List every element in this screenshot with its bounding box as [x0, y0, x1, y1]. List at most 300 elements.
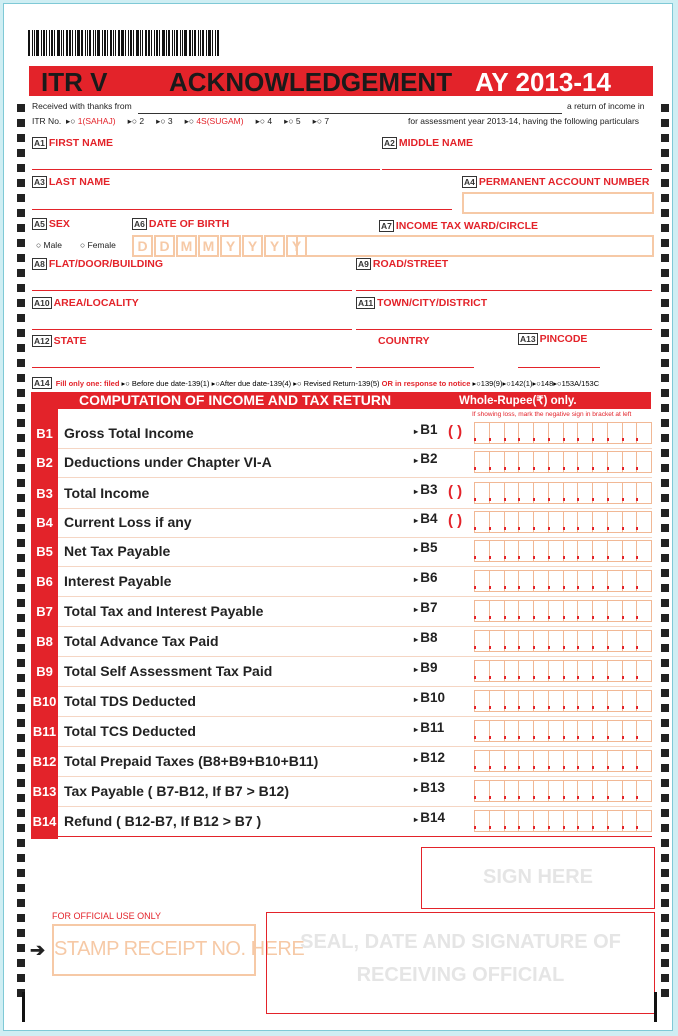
amount-digit-cell[interactable] [623, 483, 638, 503]
last-name-field[interactable] [32, 199, 452, 210]
timing-mark [17, 419, 25, 427]
amount-digit-cell[interactable] [637, 541, 651, 561]
computation-unit: Whole-Rupee(₹) only. [459, 395, 577, 407]
amount-digit-cell[interactable] [475, 631, 490, 651]
notice-option[interactable]: ▸○148 [532, 379, 554, 388]
received-text: Received with thanks from [32, 101, 132, 111]
amount-digit-cell[interactable] [475, 721, 490, 741]
amount-digit-cell[interactable] [505, 483, 520, 503]
timing-mark [17, 809, 25, 817]
amount-digit-cell[interactable] [475, 601, 490, 621]
timing-mark [661, 134, 669, 142]
amount-digit-cell[interactable] [505, 423, 520, 443]
amount-digit-cell[interactable] [608, 601, 623, 621]
amount-digit-cell[interactable] [593, 751, 608, 771]
amount-digit-cell[interactable] [475, 781, 490, 801]
amount-digit-cell[interactable] [623, 661, 638, 681]
timing-mark [17, 509, 25, 517]
amount-digit-cell[interactable] [519, 571, 534, 591]
amount-digit-cell[interactable] [564, 512, 579, 532]
amount-digit-cell[interactable] [549, 483, 564, 503]
amount-digit-cell[interactable] [505, 631, 520, 651]
label-pan: A4 PERMANENT ACCOUNT NUMBER [464, 176, 650, 188]
dob-digit-box[interactable]: M [176, 235, 197, 257]
amount-digit-cell[interactable] [608, 661, 623, 681]
barcode-bar [36, 30, 39, 56]
itr-option[interactable]: ▸○ 4 [255, 116, 273, 126]
amount-digit-cell[interactable] [490, 781, 505, 801]
row-code: B4 [36, 515, 53, 530]
timing-mark [661, 869, 669, 877]
amount-digit-cell[interactable] [623, 631, 638, 651]
after-due-option[interactable]: ▸○After due date-139(4) [211, 379, 292, 388]
timing-mark [17, 749, 25, 757]
amount-field[interactable] [474, 750, 652, 772]
barcode-bar [194, 30, 196, 56]
amount-digit-cell[interactable] [564, 661, 579, 681]
amount-digit-cell[interactable] [534, 571, 549, 591]
amount-digit-cell[interactable] [608, 811, 623, 831]
amount-digit-cell[interactable] [564, 631, 579, 651]
amount-digit-cell[interactable] [490, 721, 505, 741]
amount-digit-cell[interactable] [637, 751, 651, 771]
amount-digit-cell[interactable] [593, 721, 608, 741]
amount-digit-cell[interactable] [490, 483, 505, 503]
amount-digit-cell[interactable] [475, 691, 490, 711]
amount-digit-cell[interactable] [564, 601, 579, 621]
amount-field[interactable] [474, 422, 652, 444]
amount-digit-cell[interactable] [564, 541, 579, 561]
timing-mark [661, 764, 669, 772]
amount-digit-cell[interactable] [637, 661, 651, 681]
timing-mark [661, 329, 669, 337]
amount-digit-cell[interactable] [534, 811, 549, 831]
amount-digit-cell[interactable] [519, 541, 534, 561]
amount-digit-cell[interactable] [490, 571, 505, 591]
timing-mark [661, 299, 669, 307]
form-name: ITR V [41, 67, 108, 97]
amount-digit-cell[interactable] [519, 631, 534, 651]
amount-digit-cell[interactable] [534, 452, 549, 472]
loss-note: If showing loss, mark the negative sign in bracket at left [472, 411, 632, 418]
amount-digit-cell[interactable] [578, 483, 593, 503]
amount-digit-cell[interactable] [534, 541, 549, 561]
row-code: B5 [36, 544, 53, 559]
amount-digit-cell[interactable] [623, 721, 638, 741]
dob-digit-box[interactable]: D [132, 235, 153, 257]
amount-digit-cell[interactable] [578, 631, 593, 651]
amount-digit-cell[interactable] [608, 691, 623, 711]
amount-digit-cell[interactable] [534, 751, 549, 771]
timing-mark [17, 614, 25, 622]
amount-digit-cell[interactable] [623, 541, 638, 561]
amount-digit-cell[interactable] [519, 483, 534, 503]
amount-digit-cell[interactable] [475, 751, 490, 771]
amount-digit-cell[interactable] [623, 423, 638, 443]
amount-digit-cell[interactable] [549, 423, 564, 443]
amount-digit-cell[interactable] [505, 691, 520, 711]
amount-digit-cell[interactable] [608, 781, 623, 801]
timing-mark [17, 929, 25, 937]
amount-digit-cell[interactable] [608, 512, 623, 532]
row-ref [414, 570, 438, 585]
amount-digit-cell[interactable] [623, 751, 638, 771]
amount-digit-cell[interactable] [593, 601, 608, 621]
middle-name-field[interactable] [382, 159, 652, 170]
amount-digit-cell[interactable] [490, 691, 505, 711]
barcode-bar [121, 30, 124, 56]
dob-digit-box[interactable]: Y [220, 235, 241, 257]
timing-mark [661, 404, 669, 412]
amount-digit-cell[interactable] [534, 661, 549, 681]
amount-digit-cell[interactable] [593, 541, 608, 561]
amount-digit-cell[interactable] [519, 751, 534, 771]
amount-digit-cell[interactable] [623, 691, 638, 711]
amount-digit-cell[interactable] [637, 781, 651, 801]
sign-box[interactable] [421, 847, 655, 909]
amount-digit-cell[interactable] [564, 721, 579, 741]
amount-digit-cell[interactable] [475, 483, 490, 503]
negative-sign-bracket[interactable]: ( ) [448, 483, 463, 500]
amount-digit-cell[interactable] [578, 452, 593, 472]
amount-digit-cell[interactable] [564, 423, 579, 443]
timing-mark [17, 689, 25, 697]
sex-female-option[interactable]: ○ Female [80, 240, 116, 250]
country-field[interactable] [356, 357, 474, 368]
amount-field[interactable] [474, 690, 652, 712]
negative-sign-bracket[interactable]: ( ) [448, 512, 463, 529]
timing-mark [17, 374, 25, 382]
amount-digit-cell[interactable] [490, 541, 505, 561]
amount-digit-cell[interactable] [637, 571, 651, 591]
amount-digit-cell[interactable] [578, 781, 593, 801]
amount-digit-cell[interactable] [519, 721, 534, 741]
amount-digit-cell[interactable] [490, 423, 505, 443]
pincode-field[interactable] [518, 357, 600, 368]
amount-digit-cell[interactable] [578, 571, 593, 591]
amount-digit-cell[interactable] [637, 483, 651, 503]
row-ref-arrow-icon: ▸ [414, 456, 421, 465]
amount-field[interactable] [474, 451, 652, 473]
row-divider [58, 448, 652, 449]
amount-digit-cell[interactable] [490, 512, 505, 532]
amount-digit-cell[interactable] [564, 811, 579, 831]
itr-option[interactable]: ▸○ 2 [127, 116, 145, 126]
amount-field[interactable] [474, 810, 652, 832]
amount-digit-cell[interactable] [623, 811, 638, 831]
itr-option[interactable]: ▸○ 5 [284, 116, 301, 126]
amount-digit-cell[interactable] [593, 512, 608, 532]
amount-digit-cell[interactable] [578, 751, 593, 771]
amount-digit-cell[interactable] [564, 691, 579, 711]
amount-digit-cell[interactable] [519, 811, 534, 831]
amount-digit-cell[interactable] [505, 811, 520, 831]
road-field[interactable] [356, 280, 652, 291]
amount-digit-cell[interactable] [637, 452, 651, 472]
amount-digit-cell[interactable] [519, 781, 534, 801]
amount-digit-cell[interactable] [505, 452, 520, 472]
amount-digit-cell[interactable] [475, 661, 490, 681]
amount-digit-cell[interactable] [505, 781, 520, 801]
amount-digit-cell[interactable] [490, 661, 505, 681]
amount-digit-cell[interactable] [637, 691, 651, 711]
amount-digit-cell[interactable] [623, 781, 638, 801]
amount-digit-cell[interactable] [564, 781, 579, 801]
amount-digit-cell[interactable] [593, 571, 608, 591]
row-divider [58, 686, 652, 687]
sex-male-option[interactable]: ○ Male [36, 240, 62, 250]
amount-digit-cell[interactable] [608, 452, 623, 472]
row-ref [414, 451, 438, 466]
first-name-field[interactable] [32, 159, 380, 170]
amount-digit-cell[interactable] [593, 452, 608, 472]
amount-digit-cell[interactable] [475, 571, 490, 591]
computation-sidebar [31, 409, 58, 839]
timing-mark [17, 659, 25, 667]
amount-digit-cell[interactable] [549, 601, 564, 621]
amount-digit-cell[interactable] [564, 751, 579, 771]
amount-digit-cell[interactable] [637, 601, 651, 621]
row-divider [58, 776, 652, 777]
row-label: Interest Payable [64, 573, 172, 589]
amount-digit-cell[interactable] [534, 691, 549, 711]
amount-digit-cell[interactable] [490, 452, 505, 472]
timing-mark [17, 839, 25, 847]
amount-digit-cell[interactable] [549, 721, 564, 741]
row-ref-arrow-icon: ▸ [414, 545, 421, 554]
amount-digit-cell[interactable] [534, 721, 549, 741]
amount-digit-cell[interactable] [578, 721, 593, 741]
amount-digit-cell[interactable] [534, 601, 549, 621]
timing-mark [17, 914, 25, 922]
amount-digit-cell[interactable] [519, 512, 534, 532]
barcode-bar [102, 30, 103, 56]
timing-mark [661, 659, 669, 667]
amount-digit-cell[interactable] [549, 541, 564, 561]
amount-digit-cell[interactable] [608, 423, 623, 443]
amount-digit-cell[interactable] [623, 452, 638, 472]
amount-digit-cell[interactable] [637, 811, 651, 831]
timing-mark [661, 374, 669, 382]
dob-field[interactable] [132, 235, 308, 257]
barcode-bar [110, 30, 112, 56]
amount-field[interactable] [474, 630, 652, 652]
amount-digit-cell[interactable] [490, 631, 505, 651]
seal-box[interactable] [266, 912, 655, 1014]
timing-mark [661, 809, 669, 817]
row-ref [414, 600, 438, 615]
amount-digit-cell[interactable] [623, 512, 638, 532]
itr-option[interactable]: ▸○ 7 [312, 116, 330, 126]
amount-digit-cell[interactable] [475, 541, 490, 561]
amount-field[interactable] [474, 540, 652, 562]
amount-digit-cell[interactable] [549, 661, 564, 681]
area-field[interactable] [32, 319, 352, 330]
amount-digit-cell[interactable] [505, 571, 520, 591]
barcode-bar [217, 30, 219, 56]
timing-mark [661, 389, 669, 397]
amount-digit-cell[interactable] [564, 571, 579, 591]
amount-digit-cell[interactable] [593, 661, 608, 681]
amount-digit-cell[interactable] [549, 751, 564, 771]
dob-digit-box[interactable]: Y [242, 235, 263, 257]
timing-mark [17, 764, 25, 772]
amount-digit-cell[interactable] [637, 512, 651, 532]
amount-digit-cell[interactable] [608, 483, 623, 503]
ward-field[interactable] [296, 235, 654, 257]
amount-digit-cell[interactable] [505, 751, 520, 771]
row-ref-text: B12 [420, 750, 446, 765]
amount-digit-cell[interactable] [549, 781, 564, 801]
amount-digit-cell[interactable] [623, 601, 638, 621]
amount-digit-cell[interactable] [505, 512, 520, 532]
timing-mark [661, 644, 669, 652]
amount-digit-cell[interactable] [534, 631, 549, 651]
amount-digit-cell[interactable] [549, 631, 564, 651]
amount-field[interactable] [474, 780, 652, 802]
amount-digit-cell[interactable] [608, 541, 623, 561]
amount-field[interactable] [474, 660, 652, 682]
timing-mark [661, 479, 669, 487]
amount-digit-cell[interactable] [505, 661, 520, 681]
amount-digit-cell[interactable] [578, 811, 593, 831]
timing-mark [661, 959, 669, 967]
revised-option[interactable]: ▸○ Revised Return-139(5) [293, 379, 380, 388]
timing-mark [661, 494, 669, 502]
barcode-bar [104, 30, 106, 56]
amount-digit-cell[interactable] [534, 781, 549, 801]
timing-mark [17, 479, 25, 487]
dob-digit-box[interactable]: M [198, 235, 219, 257]
barcode-bar [172, 30, 173, 56]
row-label: Tax Payable ( B7-B12, If B7 > B12) [64, 783, 289, 799]
amount-digit-cell[interactable] [578, 512, 593, 532]
itr-option[interactable]: ▸○ 4S(SUGAM) [184, 116, 244, 126]
flat-field[interactable] [32, 280, 352, 291]
assessment-year: AY 2013-14 [475, 67, 611, 97]
row-label: Total TDS Deducted [64, 693, 196, 709]
dob-digit-box[interactable]: Y [264, 235, 285, 257]
amount-field[interactable] [474, 570, 652, 592]
timing-mark [17, 179, 25, 187]
timing-mark [661, 674, 669, 682]
amount-field[interactable] [474, 511, 652, 533]
negative-sign-bracket[interactable]: ( ) [448, 423, 463, 440]
state-field[interactable] [32, 357, 352, 368]
amount-digit-cell[interactable] [490, 751, 505, 771]
timing-mark [661, 359, 669, 367]
amount-digit-cell[interactable] [519, 661, 534, 681]
itr-option[interactable]: ▸○ 1(SAHAJ) [66, 116, 116, 126]
amount-digit-cell[interactable] [534, 423, 549, 443]
amount-field[interactable] [474, 720, 652, 742]
amount-digit-cell[interactable] [519, 452, 534, 472]
amount-digit-cell[interactable] [475, 452, 490, 472]
pan-field[interactable] [462, 192, 654, 214]
barcode-bar [206, 30, 207, 56]
amount-digit-cell[interactable] [578, 661, 593, 681]
timing-mark [661, 899, 669, 907]
timing-mark [17, 389, 25, 397]
amount-digit-cell[interactable] [637, 631, 651, 651]
amount-digit-cell[interactable] [593, 631, 608, 651]
barcode-bar [184, 30, 187, 56]
amount-digit-cell[interactable] [549, 452, 564, 472]
amount-digit-cell[interactable] [578, 541, 593, 561]
amount-digit-cell[interactable] [505, 721, 520, 741]
received-from-field[interactable] [138, 103, 562, 114]
amount-digit-cell[interactable] [608, 571, 623, 591]
amount-digit-cell[interactable] [490, 811, 505, 831]
amount-digit-cell[interactable] [564, 452, 579, 472]
amount-digit-cell[interactable] [505, 601, 520, 621]
amount-digit-cell[interactable] [549, 512, 564, 532]
before-due-option[interactable]: ▸○ Before due date-139(1) [121, 379, 210, 388]
amount-digit-cell[interactable] [593, 781, 608, 801]
town-field[interactable] [356, 319, 652, 330]
row-ref-text: B3 [420, 482, 438, 497]
timing-mark [661, 539, 669, 547]
amount-digit-cell[interactable] [519, 691, 534, 711]
row-label: Total Tax and Interest Payable [64, 603, 264, 619]
amount-digit-cell[interactable] [534, 483, 549, 503]
amount-digit-cell[interactable] [519, 423, 534, 443]
amount-digit-cell[interactable] [593, 423, 608, 443]
timing-mark [17, 269, 25, 277]
amount-digit-cell[interactable] [578, 423, 593, 443]
amount-digit-cell[interactable] [608, 721, 623, 741]
barcode-bar [154, 30, 155, 56]
amount-digit-cell[interactable] [564, 483, 579, 503]
amount-digit-cell[interactable] [519, 601, 534, 621]
amount-field[interactable] [474, 482, 652, 504]
label-road: A9 ROAD/STREET [358, 258, 449, 270]
amount-digit-cell[interactable] [578, 691, 593, 711]
barcode-bar [162, 30, 165, 56]
amount-digit-cell[interactable] [608, 631, 623, 651]
amount-digit-cell[interactable] [623, 571, 638, 591]
amount-digit-cell[interactable] [505, 541, 520, 561]
amount-digit-cell[interactable] [475, 811, 490, 831]
amount-digit-cell[interactable] [534, 512, 549, 532]
amount-digit-cell[interactable] [549, 811, 564, 831]
itr-option[interactable]: ▸○ 3 [156, 116, 173, 126]
notice-option[interactable]: ▸○142(1) [502, 379, 533, 388]
amount-digit-cell[interactable] [593, 691, 608, 711]
amount-digit-cell[interactable] [578, 601, 593, 621]
label-pincode: A13 PINCODE [520, 333, 588, 345]
amount-digit-cell[interactable] [593, 811, 608, 831]
row-code: B13 [32, 784, 57, 799]
amount-digit-cell[interactable] [475, 423, 490, 443]
amount-digit-cell[interactable] [637, 423, 651, 443]
amount-digit-cell[interactable] [637, 721, 651, 741]
dob-digit-box[interactable]: D [154, 235, 175, 257]
notice-option[interactable]: ▸○139(9) [472, 379, 503, 388]
notice-option[interactable]: ▸○153A/153C [553, 379, 600, 388]
amount-field[interactable] [474, 600, 652, 622]
amount-digit-cell[interactable] [475, 512, 490, 532]
amount-digit-cell[interactable] [608, 751, 623, 771]
amount-digit-cell[interactable] [593, 483, 608, 503]
amount-digit-cell[interactable] [549, 571, 564, 591]
dob-digit-box[interactable]: Y [286, 235, 307, 257]
amount-digit-cell[interactable] [549, 691, 564, 711]
row-divider [58, 596, 652, 597]
amount-digit-cell[interactable] [490, 601, 505, 621]
row-label: Total Self Assessment Tax Paid [64, 663, 273, 679]
stamp-receipt-box[interactable] [52, 924, 305, 976]
